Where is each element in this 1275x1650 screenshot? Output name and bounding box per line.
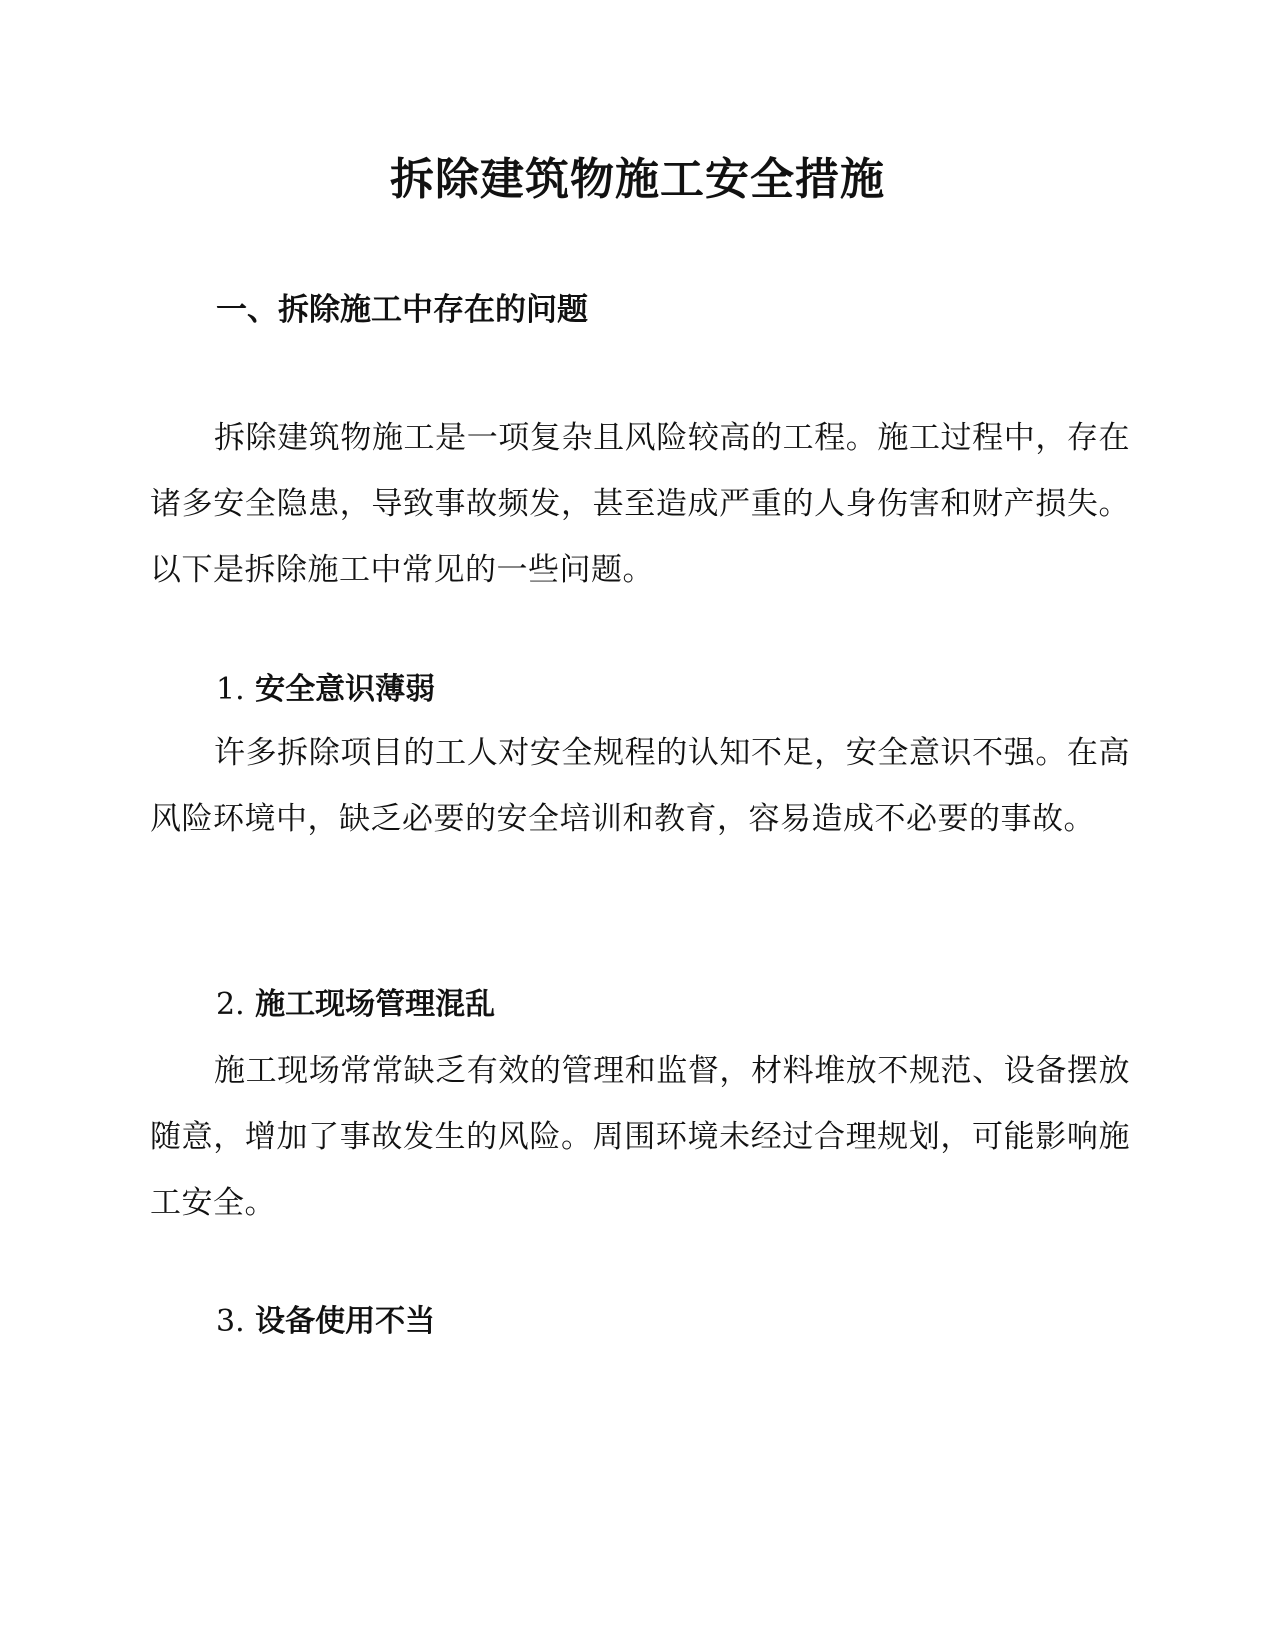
item-title-3: 设备使用不当 — [255, 1304, 436, 1339]
document-title: 拆除建筑物施工安全措施 — [390, 154, 885, 205]
item-heading-2 — [216, 985, 495, 1025]
section-heading: 一、拆除施工中存在的问题 — [216, 292, 588, 328]
item-number-2: 2. — [216, 987, 245, 1022]
item-title-2: 施工现场管理混乱 — [255, 987, 496, 1022]
item-title-1: 安全意识薄弱 — [255, 672, 436, 707]
item-body-1: 许多拆除项目的工人对安全规程的认知不足，安全意识不强。在高风险环境中，缺乏必要的安全培训和教育，容易造成不必要的事故。 — [150, 735, 1130, 837]
item-heading-1 — [216, 670, 435, 710]
item-number-3: 3. — [216, 1304, 245, 1339]
item-number-1: 1. — [216, 672, 245, 707]
item-heading-3 — [216, 1302, 435, 1342]
section-intro-paragraph: 拆除建筑物施工是一项复杂且风险较高的工程。施工过程中，存在诸多安全隐患，导致事故频发，甚至造成严重的人身伤害和财产损失。以下是拆除施工中常见的一些问题。 — [150, 420, 1130, 588]
item-body-2: 施工现场常常缺乏有效的管理和监督，材料堆放不规范、设备摆放随意，增加了事故发生的风险。周围环境未经过合理规划，可能影响施工安全。 — [150, 1053, 1130, 1221]
